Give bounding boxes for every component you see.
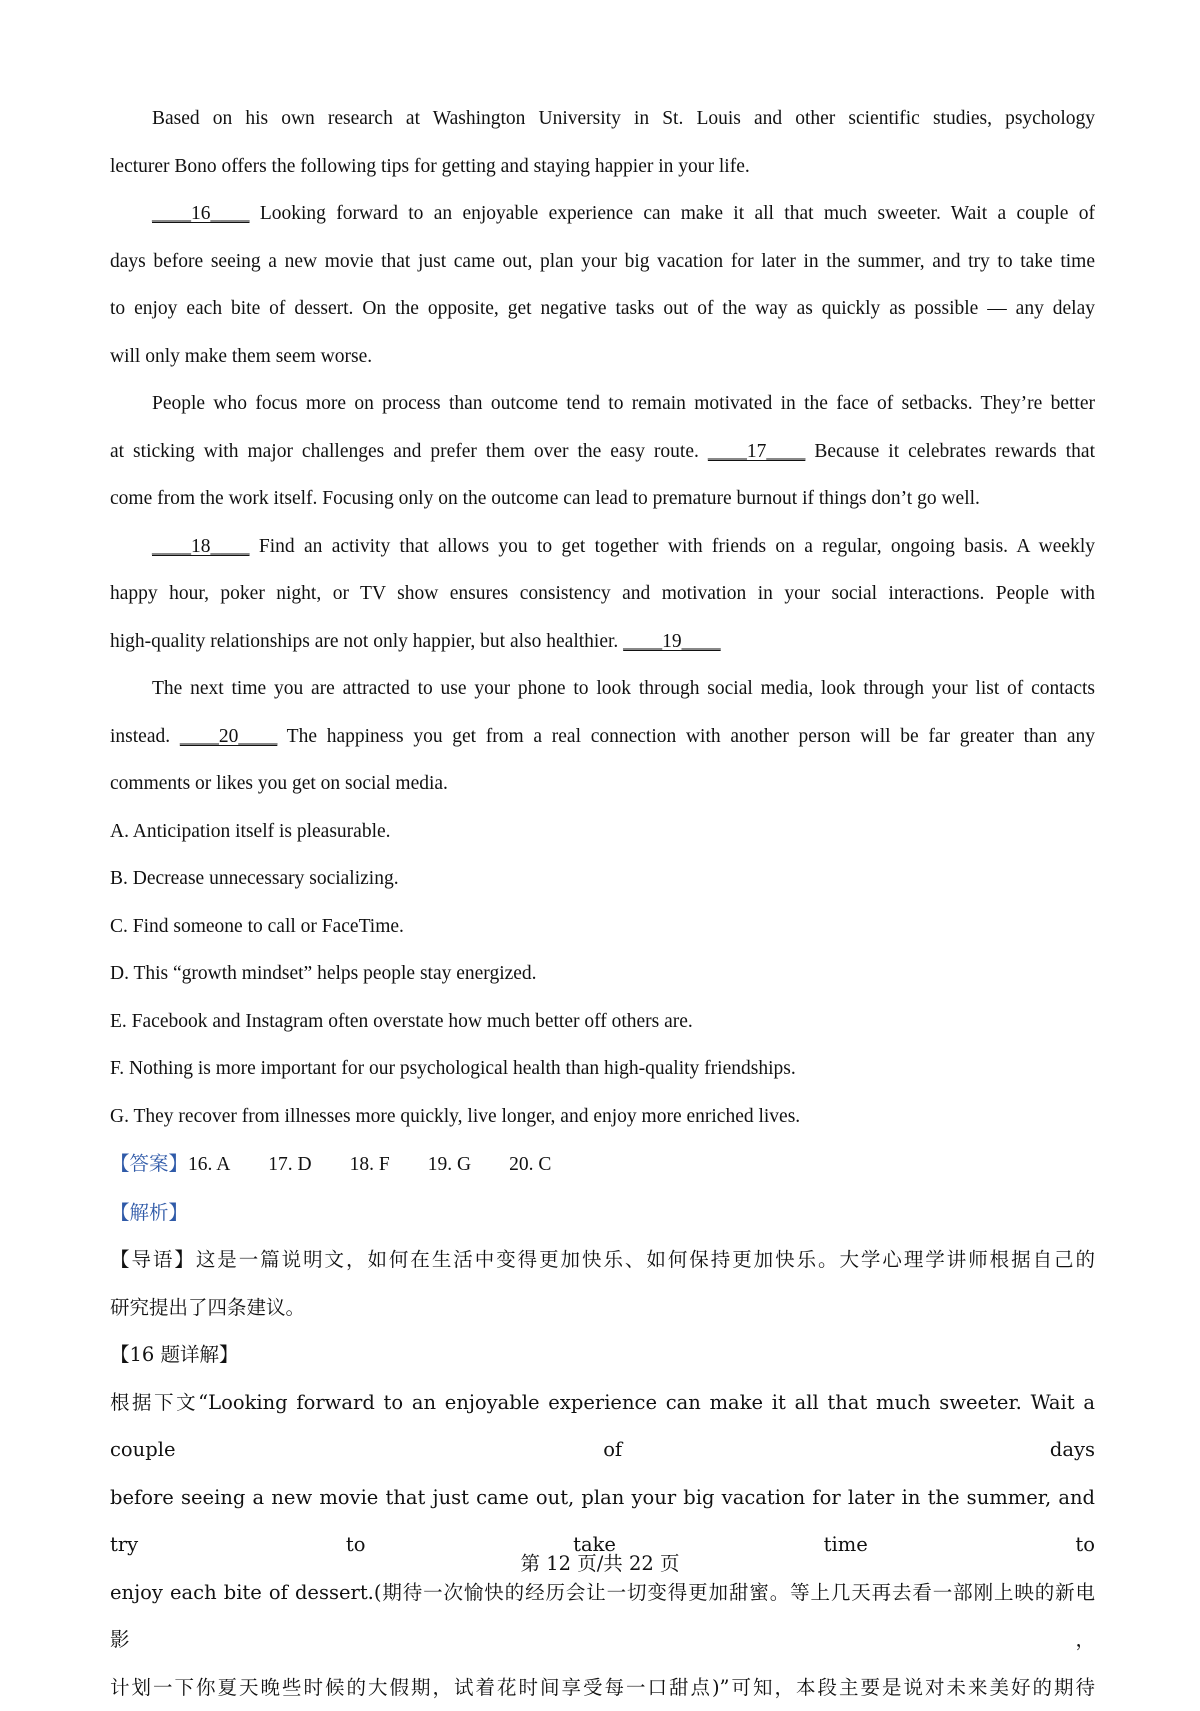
passage-line: to enjoy each bite of dessert. On the opposite, get negative tasks out of the way as quickly as possible — any delay xyxy=(110,285,1095,333)
passage-line: will only make them seem worse. xyxy=(110,333,1095,381)
passage-text: at sticking with major challenges and prefer them over the easy route. xyxy=(110,441,708,462)
answer-item: 19. G xyxy=(428,1141,471,1189)
passage-line xyxy=(110,713,1095,761)
passage-line: Based on his own research at Washington University in St. Louis and other scientific studies, psychology xyxy=(110,95,1095,143)
q16-explanation-line: before seeing a new movie that just came out, plan your big vacation for later in the summer, and try to take time to xyxy=(110,1474,1095,1569)
document-page xyxy=(110,95,1095,1711)
q16-explanation-line: 根据下文“Looking forward to an enjoyable experience can make it all that much sweeter. Wait a couple of days xyxy=(110,1379,1095,1474)
option-e: E. Facebook and Instagram often overstate how much better off others are. xyxy=(110,998,1095,1046)
passage-text: high-quality relationships are not only happier, but also healthier. xyxy=(110,631,623,652)
option-f: F. Nothing is more important for our psychological health than high-quality friendships. xyxy=(110,1045,1095,1093)
analysis-intro-line: 研究提出了四条建议。 xyxy=(110,1284,1095,1332)
passage-line: comments or likes you get on social media. xyxy=(110,760,1095,808)
passage-line: lecturer Bono offers the following tips for getting and staying happier in your life. xyxy=(110,143,1095,191)
passage-text: Looking forward to an enjoyable experience can make it all that much sweeter. Wait a couple of xyxy=(250,203,1096,224)
page-number-footer: 第 12 页/共 22 页 xyxy=(0,1548,1200,1576)
passage-line xyxy=(110,190,1095,238)
answer-item: 16. A xyxy=(188,1141,230,1189)
passage-line xyxy=(110,428,1095,476)
q16-explanation-line: enjoy each bite of dessert.(期待一次愉快的经历会让一切变得更加甜蜜。等上几天再去看一部刚上映的新电影， xyxy=(110,1569,1095,1664)
blank-17: ____17____ xyxy=(708,441,806,462)
passage-line xyxy=(110,618,1095,666)
analysis-label: 【解析】 xyxy=(110,1189,1095,1237)
blank-18: ____18____ xyxy=(152,536,250,557)
passage-line: The next time you are attracted to use your phone to look through social media, look through your list of contacts xyxy=(110,665,1095,713)
analysis-intro-line: 【导语】这是一篇说明文，如何在生活中变得更加快乐、如何保持更加快乐。大学心理学讲师根据自己的 xyxy=(110,1236,1095,1284)
answer-key xyxy=(110,1140,1095,1189)
option-g: G. They recover from illnesses more quickly, live longer, and enjoy more enriched lives. xyxy=(110,1093,1095,1141)
answer-item: 18. F xyxy=(350,1141,390,1189)
passage-line xyxy=(110,523,1095,571)
passage-text: Find an activity that allows you to get together with friends on a regular, ongoing basis. A weekly xyxy=(250,536,1096,557)
q16-heading: 【16 题详解】 xyxy=(110,1331,1095,1379)
blank-20: ____20____ xyxy=(180,726,278,747)
answer-label: 【答案】 xyxy=(110,1152,188,1175)
answer-item: 17. D xyxy=(268,1141,311,1189)
passage-line: People who focus more on process than outcome tend to remain motivated in the face of setbacks. They’re better xyxy=(110,380,1095,428)
passage-text: instead. xyxy=(110,726,180,747)
option-d: D. This “growth mindset” helps people stay energized. xyxy=(110,950,1095,998)
passage-text: Because it celebrates rewards that xyxy=(805,441,1095,462)
blank-19: ____19____ xyxy=(623,631,721,652)
options-list xyxy=(110,808,1095,1141)
passage-line: come from the work itself. Focusing only on the outcome can lead to premature burnout if things don’t go well. xyxy=(110,475,1095,523)
option-c: C. Find someone to call or FaceTime. xyxy=(110,903,1095,951)
option-b: B. Decrease unnecessary socializing. xyxy=(110,855,1095,903)
passage-line: happy hour, poker night, or TV show ensures consistency and motivation in your social interactions. People with xyxy=(110,570,1095,618)
passage-line: days before seeing a new movie that just came out, plan your big vacation for later in the summer, and try to take time xyxy=(110,238,1095,286)
option-a: A. Anticipation itself is pleasurable. xyxy=(110,808,1095,856)
blank-16: ____16____ xyxy=(152,203,250,224)
q16-explanation-line: 计划一下你夏天晚些时候的大假期，试着花时间享受每一口甜点)”可知，本段主要是说对未来美好的期待 xyxy=(110,1664,1095,1711)
answer-item: 20. C xyxy=(509,1141,551,1189)
passage-text: The happiness you get from a real connection with another person will be far greater than any xyxy=(277,726,1095,747)
